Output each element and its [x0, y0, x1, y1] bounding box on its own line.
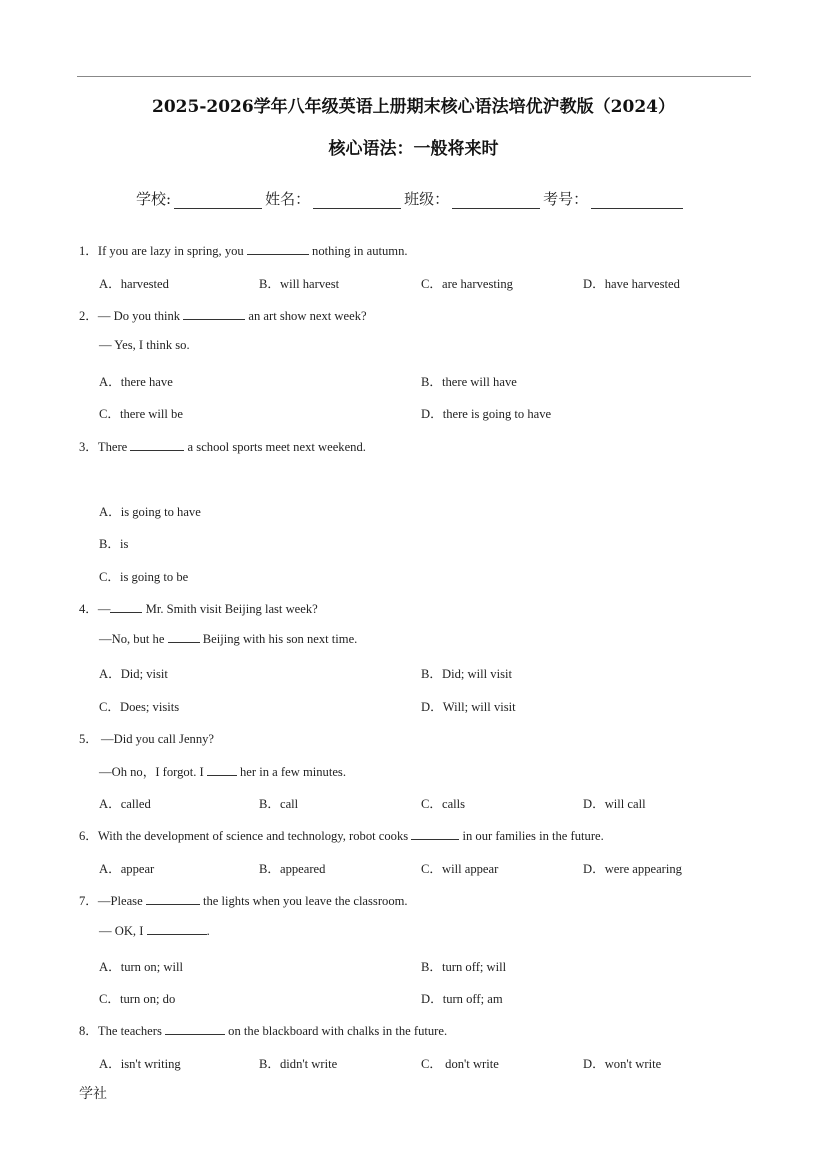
q6-option-b[interactable]: B．appeared: [259, 862, 326, 876]
q4-option-c[interactable]: C．Does; visits: [99, 700, 180, 714]
footer-watermark: 学社: [79, 1086, 107, 1102]
student-info-row: [136, 188, 686, 209]
exam-no-label: 考号：: [543, 190, 589, 208]
q3-option-c[interactable]: C．is going to be: [99, 570, 189, 584]
answer-blank[interactable]: [168, 631, 200, 643]
answer-blank[interactable]: [147, 923, 207, 935]
answer-blank[interactable]: [110, 601, 142, 613]
name-field[interactable]: [313, 191, 401, 209]
answer-blank[interactable]: [247, 243, 309, 255]
q7-option-c[interactable]: C．turn on; do: [99, 992, 176, 1006]
q6-option-a[interactable]: A．appear: [99, 862, 155, 876]
q7-option-d[interactable]: D．turn off; am: [421, 992, 503, 1006]
answer-blank[interactable]: [146, 893, 200, 905]
q7-response: — OK, I .: [99, 924, 210, 938]
q5-response: —Oh no，I forgot. I her in a few minutes.: [99, 765, 346, 779]
question-7: 7．—Please the lights when you leave the classroom.: [79, 894, 408, 908]
q5-option-b[interactable]: B．call: [259, 797, 299, 811]
q1-option-a[interactable]: A．harvested: [99, 277, 169, 291]
q2-option-d[interactable]: D．there is going to have: [421, 407, 552, 421]
q4-option-d[interactable]: D．Will; will visit: [421, 700, 516, 714]
question-1: 1．If you are lazy in spring, you nothing in autumn.: [79, 244, 408, 258]
class-field[interactable]: [452, 191, 540, 209]
page-subtitle: 核心语法：一般将来时: [328, 139, 499, 159]
q7-option-b[interactable]: B．turn off; will: [421, 960, 507, 974]
q5-option-c[interactable]: C．calls: [421, 797, 466, 811]
school-label: 学校:: [136, 190, 172, 208]
q1-option-c[interactable]: C．are harvesting: [421, 277, 513, 291]
q5-option-d[interactable]: D．will call: [583, 797, 646, 811]
question-3: 3．There a school sports meet next weekend.: [79, 440, 366, 454]
answer-blank[interactable]: [411, 828, 459, 840]
answer-blank[interactable]: [183, 308, 245, 320]
q2-response: — Yes, I think so.: [99, 338, 190, 352]
header-rule: [77, 76, 751, 77]
q6-option-d[interactable]: D．were appearing: [583, 862, 682, 876]
q3-option-a[interactable]: A．is going to have: [99, 505, 201, 519]
q6-option-c[interactable]: C．will appear: [421, 862, 499, 876]
q8-option-a[interactable]: A．isn't writing: [99, 1057, 181, 1071]
q4-option-b[interactable]: B．Did; will visit: [421, 667, 512, 681]
question-4: 4．— Mr. Smith visit Beijing last week?: [79, 602, 318, 616]
name-label: 姓名：: [265, 190, 311, 208]
exam-no-field[interactable]: [591, 191, 683, 209]
answer-blank[interactable]: [130, 439, 184, 451]
question-5: 5． —Did you call Jenny?: [79, 732, 215, 746]
q4-option-a[interactable]: A．Did; visit: [99, 667, 168, 681]
q4-response: —No, but he Beijing with his son next time.: [99, 632, 358, 646]
question-8: 8．The teachers on the blackboard with chalks in the future.: [79, 1024, 448, 1038]
q1-option-b[interactable]: B．will harvest: [259, 277, 340, 291]
question-2: 2．— Do you think an art show next week?: [79, 309, 367, 323]
q8-option-b[interactable]: B．didn't write: [259, 1057, 338, 1071]
q8-option-d[interactable]: D．won't write: [583, 1057, 662, 1071]
q1-option-d[interactable]: D．have harvested: [583, 277, 680, 291]
q5-option-a[interactable]: A．called: [99, 797, 151, 811]
question-6: 6．With the development of science and technology, robot cooks in our families in the future.: [79, 829, 604, 843]
q7-option-a[interactable]: A．turn on; will: [99, 960, 183, 974]
q8-option-c[interactable]: C． don't write: [421, 1057, 499, 1071]
q2-option-c[interactable]: C．there will be: [99, 407, 183, 421]
q3-option-b[interactable]: B．is: [99, 537, 129, 551]
answer-blank[interactable]: [165, 1023, 225, 1035]
page-title: 2025-2026学年八年级英语上册期末核心语法培优沪教版（2024）: [152, 97, 675, 117]
class-label: 班级：: [404, 190, 450, 208]
school-field[interactable]: [174, 191, 262, 209]
q2-option-a[interactable]: A．there have: [99, 375, 173, 389]
q2-option-b[interactable]: B．there will have: [421, 375, 517, 389]
answer-blank[interactable]: [207, 764, 237, 776]
